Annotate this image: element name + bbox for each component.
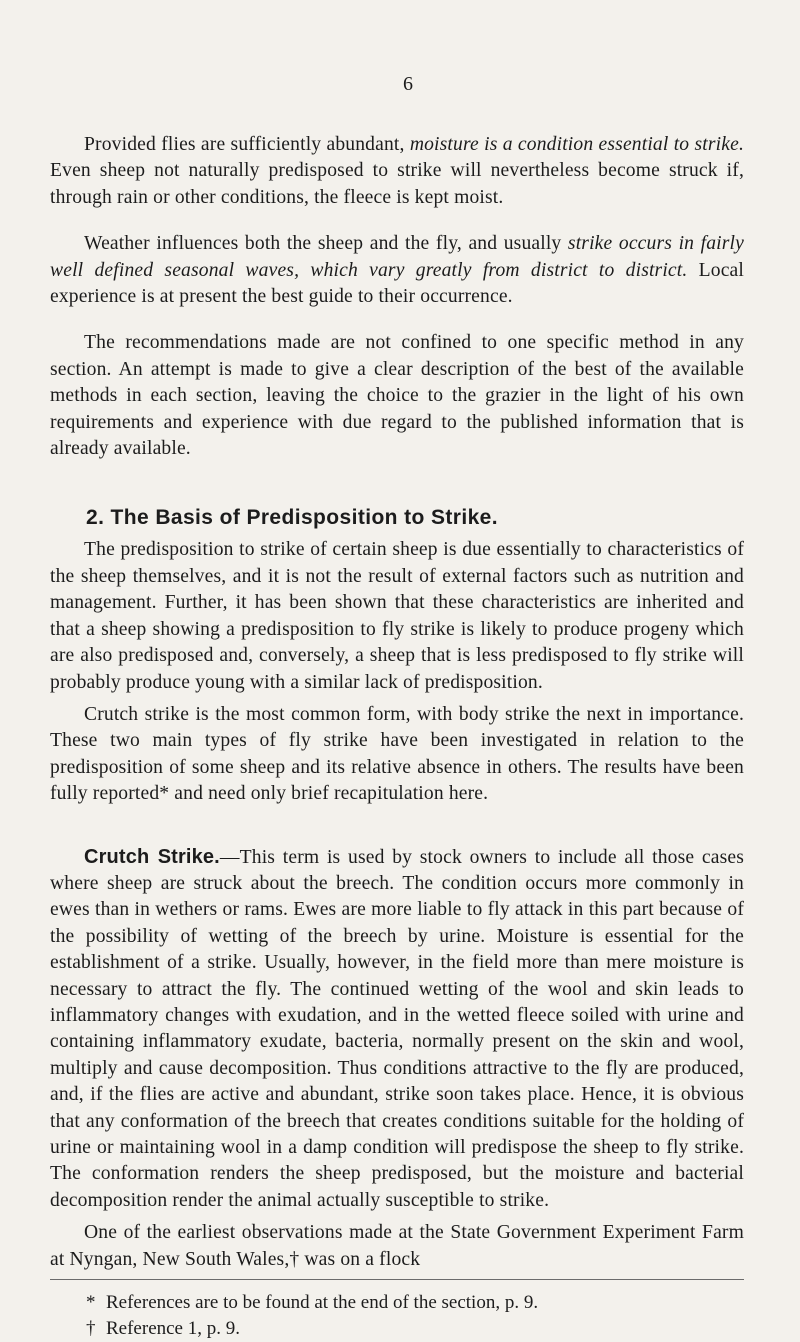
paragraph-moisture-emphasis: moisture is a condition essential to strike. xyxy=(409,134,744,155)
page-number: 6 xyxy=(403,73,413,95)
paragraph-weather-tail: Local experience is at present the best guide to their occurrence. xyxy=(50,259,745,308)
footnote-item xyxy=(50,1316,744,1342)
paragraph-recommendations: The recommendations made are not confined to one specific method in any section. An attempt is made to give a clear description of the best of the available methods in each section, leaving the choice to the grazier in the light of his own requirements and experience with due regard to the published information that is already available. xyxy=(50,332,744,460)
paragraph-moisture-lead: Provided flies are sufficiently abundant, xyxy=(84,134,410,155)
crutch-strike-heading: Crutch Strike. xyxy=(84,845,220,868)
paragraph-crutch-strike xyxy=(50,844,744,1215)
paragraph-crutch-body-strike: Crutch strike is the most common form, with body strike the next in importance. These two main types of fly strike have been investigated in relation to the predisposition of some sheep and its relative absence in others. The results have been fully reported* and need only brief recapitulation here. xyxy=(50,703,744,805)
footnote-rule xyxy=(50,1279,744,1280)
paragraph-weather xyxy=(50,231,744,310)
paragraph-nyngan: One of the earliest observations made at the State Government Experiment Farm at Nyngan, New South Wales,† was on a flock xyxy=(50,1222,744,1270)
paragraph-weather-emphasis: strike occurs in fairly well defined seasonal waves, which vary greatly from district to district. xyxy=(50,233,744,281)
footnote-item xyxy=(50,1290,744,1316)
footnote-text: References are to be found at the end of the section, p. 9. xyxy=(106,1292,539,1314)
paragraph-weather-lead: Weather influences both the sheep and the fly, and usually xyxy=(84,233,568,255)
paragraph-predisposition: The predisposition to strike of certain sheep is due essentially to characteristics of the sheep themselves, and it is not the result of external factors such as nutrition and management. Further, it has been shown that these characteristics are inherited and that a sheep showing a predisposition to fly strike is likely to produce progeny which are also predisposed and, conversely, a sheep that is less predisposed to fly strike will probably produce young with a similar lack of predisposition. xyxy=(50,539,744,693)
footnote-text: Reference 1, p. 9. xyxy=(106,1318,240,1340)
footnote-mark: † xyxy=(86,1318,96,1340)
paragraph-moisture-tail: Even sheep not naturally predisposed to strike will nevertheless become struck if, through rain or other conditions, the fleece is kept moist. xyxy=(50,160,744,208)
crutch-strike-text: —This term is used by stock owners to include all those cases where sheep are struck about the breech. The condition occurs more commonly in ewes than in wethers or rams. Ewes are more liable to fly attack in this part because of the possibility of wetting of the breech by urine. Moisture is essential for the establishment of a strike. Usually, however, in the field more than mere moisture is necessary to attract the fly. The continued wetting of the wool and skin leads to inflammatory changes with exudation, and in the wetted fleece soiled with urine and containing inflammatory exudate, bacteria, normally present on the skin and wool, multiply and cause decomposition. Thus conditions attractive to the fly are produced, and, if the flies are active and abundant, strike soon takes place. Hence, it is obvious that any conformation of the breech that creates conditions suitable for the holding of urine or maintaining wool in a damp condition will predispose the sheep to fly strike. The conformation renders the sheep predisposed, but the moisture and bacterial decomposition render the animal actually susceptible to strike. xyxy=(50,846,744,1211)
footnote-mark: * xyxy=(86,1292,96,1314)
section-heading: 2. The Basis of Predisposition to Strike. xyxy=(86,506,498,530)
paragraph-moisture xyxy=(50,132,744,211)
